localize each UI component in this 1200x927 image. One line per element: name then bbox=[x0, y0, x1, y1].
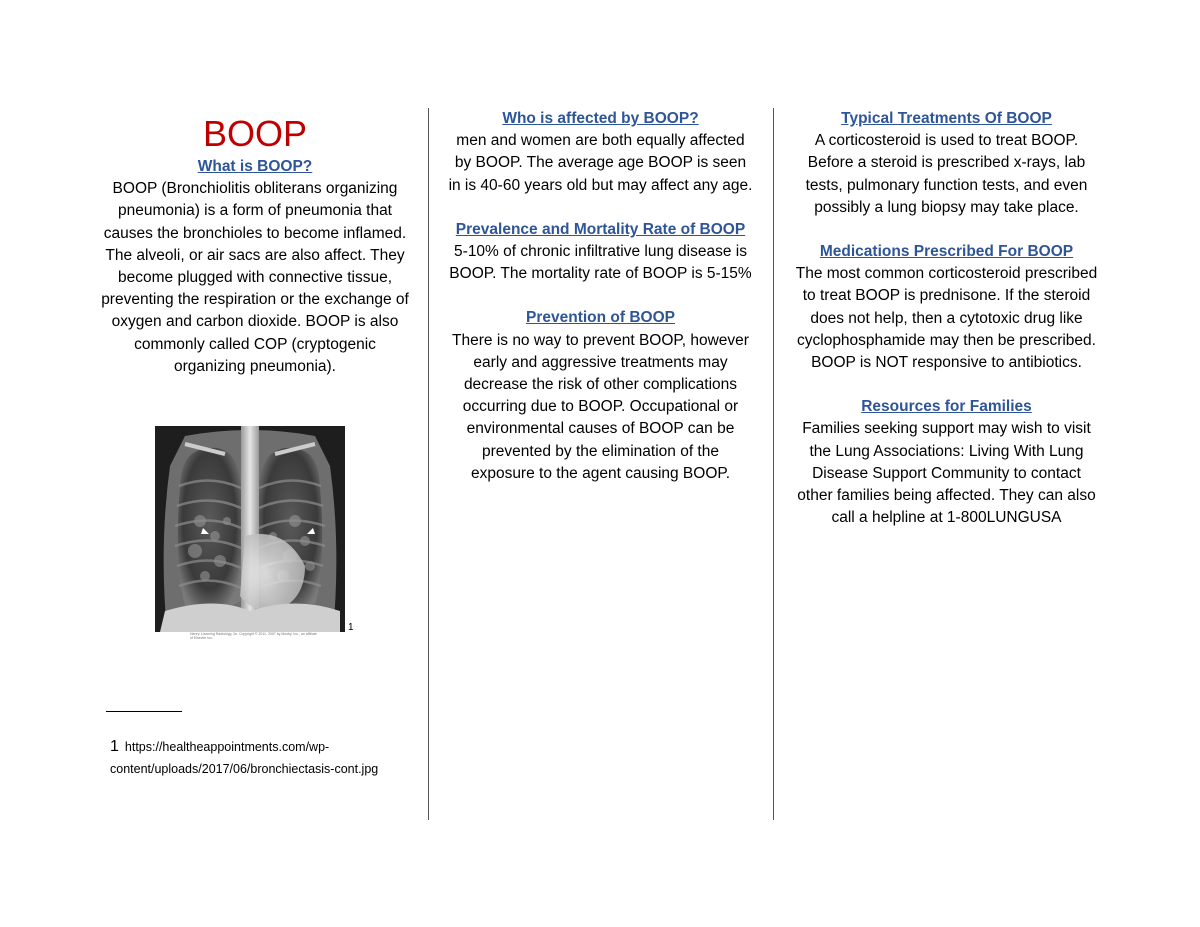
heading-medications: Medications Prescribed For BOOP bbox=[819, 243, 1074, 261]
image-caption: Henry: Learning Radiology, 2e. Copyright © 2011, 2007 by Mosby, Inc., an affiliate of Elsevier Inc. bbox=[190, 632, 317, 641]
paragraph-prevalence-mortality: 5-10% of chronic infiltrative lung disease is BOOP. The mortality rate of BOOP is 5-15% bbox=[449, 243, 752, 283]
page-title: BOOP bbox=[202, 113, 308, 154]
image-footnote-marker: 1 bbox=[348, 622, 354, 634]
heading-prevention: Prevention of BOOP bbox=[526, 309, 675, 327]
heading-typical-treatments: Typical Treatments Of BOOP bbox=[841, 110, 1052, 127]
column-what-is-boop bbox=[100, 112, 410, 644]
footnote-separator bbox=[106, 711, 182, 712]
paragraph-prevention: There is no way to prevent BOOP, however early and aggressive treatments may decrease the risk of other complications occurring due to BOOP. Occupational or environmental causes of BOOP can be prevented by the elimination of the exposure to the agent causing BOOP. bbox=[452, 331, 749, 482]
column-treatments-medications-resources bbox=[794, 108, 1099, 529]
paragraph-what-is-boop: BOOP (Bronchiolitis obliterans organizing pneumonia) is a form of pneumonia that causes the bronchioles to become inflamed. The alveoli, or air sacs are also affect. They become plugged with connective tissue, preventing the respiration or the exchange of oxygen and carbon dioxide. BOOP is also commonly called COP (cryptogenic organizing pneumonia). bbox=[101, 180, 409, 375]
footnote-url[interactable]: https://healtheappointments.com/wp-content/uploads/2017/06/bronchiectasis-cont.jpg bbox=[110, 740, 379, 776]
heading-prevalence-mortality: Prevalence and Mortality Rate of BOOP bbox=[455, 220, 746, 238]
paragraph-resources-for-families: Families seeking support may wish to visit the Lung Associations: Living With Lung Disease Support Community to contact other families being affected. They can also call a helpline at 1-800LUNGUSA bbox=[797, 420, 1096, 527]
heading-what-is-boop: What is BOOP? bbox=[197, 158, 313, 175]
chest-xray-image bbox=[155, 426, 345, 632]
paragraph-medications: The most common corticosteroid prescribed to treat BOOP is prednisone. If the steroid does not help, then a cytotoxic drug like cyclophosphamide may then be prescribed. BOOP is NOT responsive to antibiotics. bbox=[795, 265, 1098, 372]
heading-who-is-affected: Who is affected by BOOP? bbox=[502, 110, 699, 127]
column-divider-right bbox=[773, 108, 774, 820]
chest-xray-figure bbox=[155, 426, 355, 644]
paragraph-typical-treatments: A corticosteroid is used to treat BOOP. Before a steroid is prescribed x-rays, lab tests, pulmonary function tests, and even possibly a lung biopsy may take place. bbox=[805, 132, 1088, 216]
column-affected-prevalence-prevention bbox=[448, 108, 753, 485]
heading-resources-for-families: Resources for Families bbox=[861, 398, 1032, 416]
column-divider-left bbox=[428, 108, 429, 820]
footnote bbox=[110, 736, 390, 780]
paragraph-who-is-affected: men and women are both equally affected by BOOP. The average age BOOP is seen in is 40-60 years old but may affect any age. bbox=[448, 132, 753, 194]
footnote-number: 1 bbox=[110, 738, 119, 755]
